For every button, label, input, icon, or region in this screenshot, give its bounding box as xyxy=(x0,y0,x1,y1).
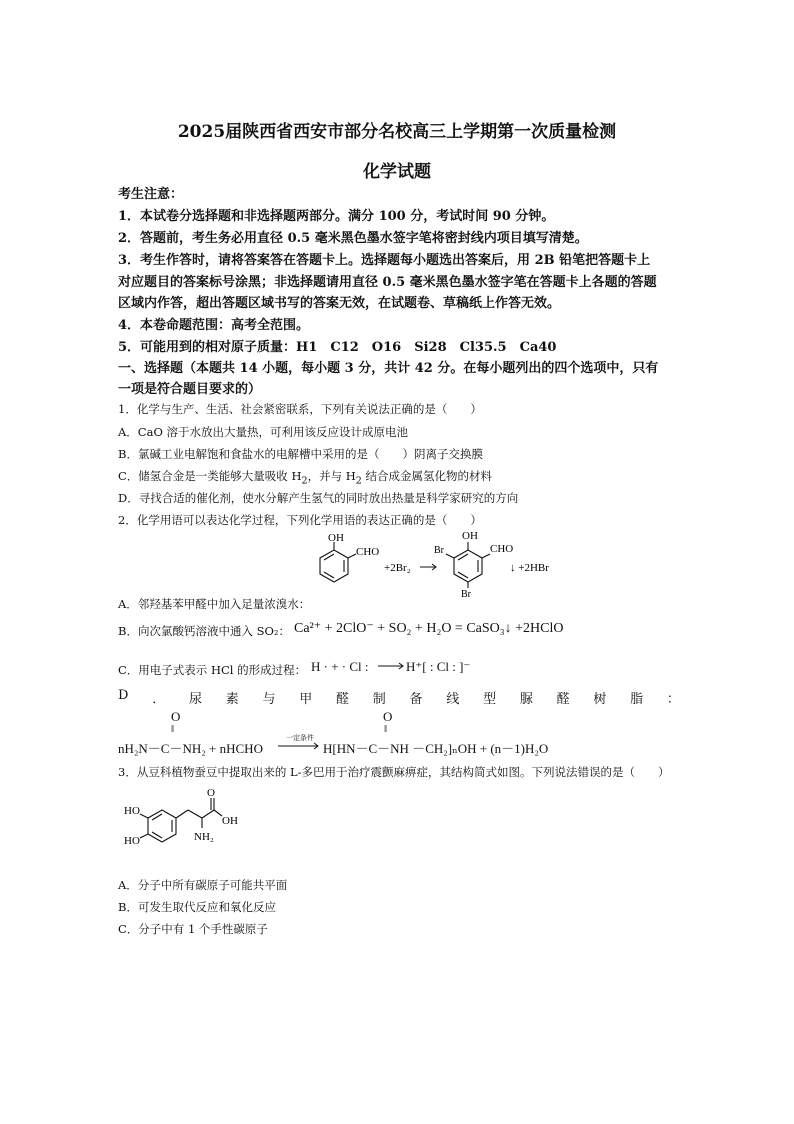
section-heading-line-1: 一、选择题（本题共 14 小题，每小题 3 分，共计 42 分。在每小题列出的四个选项中，只有 xyxy=(118,361,659,376)
q2-option-c-arrow xyxy=(378,660,406,672)
product-oh-label: OH xyxy=(462,530,478,542)
exam-subtitle: 化学试题 xyxy=(363,162,431,182)
q2-d-char: 脂 xyxy=(630,692,644,707)
q2-d-char: 醛 xyxy=(336,692,350,707)
q1-option-c-sub2: 2 xyxy=(355,475,362,487)
reagent-label: +2Br₂ xyxy=(384,562,411,574)
q1-option-c-mid: ，并与 H xyxy=(307,469,356,483)
q2-d-char: 甲 xyxy=(299,692,313,707)
ldopa-nh2-label: NH₂ xyxy=(194,831,214,843)
q2-d-double-bond-right: ‖ xyxy=(384,723,388,735)
notice-item-3-cont-2: 区域内作答，超出答题区域书写的答案无效，在试题卷、草稿纸上作答无效。 xyxy=(118,296,561,311)
q2-d-char: 制 xyxy=(372,692,386,707)
q2-reaction-scheme xyxy=(310,528,560,598)
q1-option-d: D．寻找合适的催化剂，使水分解产生氢气的同时放出热量是科学家研究的方向 xyxy=(118,491,519,505)
notice-heading: 考生注意： xyxy=(118,187,184,202)
q2-option-a: A．邻羟基苯甲醛中加入足量浓溴水： xyxy=(118,597,311,611)
q1-stem: 1．化学与生产、生活、社会紧密联系，下列有关说法正确的是（ ） xyxy=(118,402,482,416)
exam-title: 2025届陕西省西安市部分名校高三上学期第一次质量检测 xyxy=(177,122,617,142)
product-br-bottom-label: Br xyxy=(461,589,471,598)
ldopa-carbonyl-o-label: O xyxy=(207,787,215,799)
q3-option-a: A．分子中所有碳原子可能共平面 xyxy=(118,878,288,892)
q2-stem: 2．化学用语可以表达化学过程，下列化学用语的表达正确的是（ ） xyxy=(118,513,482,527)
q2-option-b-text: B．向次氯酸钙溶液中通入 SO₂： xyxy=(118,624,291,638)
q2-d-carbonyl-o-left: O xyxy=(171,709,181,724)
notice-item-2: 2．答题前，考生务必用直径 0.5 毫米黑色墨水签字笔将密封线内项目填写清楚。 xyxy=(118,231,588,246)
reaction-arrow xyxy=(420,564,436,570)
ldopa-ho-top-label: HO xyxy=(124,805,140,817)
q3-option-b: B．可发生取代反应和氧化反应 xyxy=(118,900,276,914)
q2-d-char: 尿 xyxy=(188,692,202,707)
reactant-oh-label: OH xyxy=(328,532,344,544)
q2-d-char: 型 xyxy=(483,692,497,707)
q2-d-char: 素 xyxy=(225,692,239,707)
q2-d-char: ． xyxy=(152,692,166,707)
q2-d-char: 备 xyxy=(409,692,423,707)
q1-option-a: A．CaO 溶于水放出大量热，可利用该反应设计成原电池 xyxy=(118,425,409,439)
q1-option-b: B．氯碱工业电解饱和食盐水的电解槽中采用的是（ ）阴离子交换膜 xyxy=(118,447,483,461)
notice-item-3-cont-1: 对应题目的答案标号涂黑；非选择题请用直径 0.5 毫米黑色墨水签字笔在答题卡上各题的答题 xyxy=(118,275,657,290)
product-benzene-ring xyxy=(446,542,490,588)
notice-item-1: 1．本试卷分选择题和非选择题两部分。满分 100 分，考试时间 90 分钟。 xyxy=(118,209,555,224)
q2-d-carbonyl-o-right: O xyxy=(383,709,393,724)
q2-d-char: ： xyxy=(666,692,680,707)
notice-item-4: 4．本卷命题范围：高考全范围。 xyxy=(118,318,310,333)
q1-option-c xyxy=(118,468,492,486)
q2-option-d-text xyxy=(118,688,680,707)
q2-option-c-text: C．用电子式表示 HCl 的形成过程： xyxy=(118,663,307,677)
q1-option-c-post: 结合成金属氢化物的材料 xyxy=(361,469,493,483)
q2-option-c-right: H⁺[ : Cl : ]⁻ xyxy=(406,659,471,674)
q3-ldopa-structure xyxy=(118,786,258,866)
q1-option-c-sub: 2 xyxy=(301,475,308,487)
reactant-cho-label: CHO xyxy=(356,546,380,558)
q3-option-c: C．分子中有 1 个手性碳原子 xyxy=(118,922,268,936)
ldopa-ho-bottom-label: HO xyxy=(124,835,140,847)
notice-item-3: 3．考生作答时，请将答案答在答题卡上。选择题每小题选出答案后，用 2B 铅笔把答题卡上 xyxy=(118,253,651,268)
reactant-benzene-ring xyxy=(320,542,356,582)
product-cho-label: CHO xyxy=(490,543,514,555)
q2-d-arrow xyxy=(278,741,322,751)
q2-d-double-bond-left: ‖ xyxy=(171,723,175,735)
q2-d-char: 醛 xyxy=(556,692,570,707)
q2-d-char: 线 xyxy=(446,692,460,707)
section-heading-line-2: 一项是符合题目要求的） xyxy=(118,382,262,397)
q3-stem: 3．从豆科植物蚕豆中提取出来的 L-多巴用于治疗震颤麻痹症，其结构简式如图。下列说法错误的是（ ） xyxy=(118,765,670,779)
q2-option-b-equation: Ca²⁺ + 2ClO⁻ + SO₂ + H₂O = CaSO₃↓ +2HClO xyxy=(294,621,564,636)
q2-d-right: H[HN－C－NH －CH₂]ₙOH + (n－1)H₂O xyxy=(323,741,549,756)
q2-d-char: D xyxy=(118,688,129,703)
notice-item-5: 5．可能用到的相对原子质量：H1 C12 O16 Si28 Cl35.5 Ca40 xyxy=(118,340,557,355)
q2-option-c-left: H · + · Cl : xyxy=(311,659,369,674)
q1-option-c-pre: C．储氢合金是一类能够大量吸收 H xyxy=(118,469,302,483)
q2-d-char: 脲 xyxy=(519,692,533,707)
q2-d-char: 树 xyxy=(593,692,607,707)
q2-d-condition: 一定条件 xyxy=(286,734,314,742)
q2-d-left: nH₂N－C－NH₂ + nHCHO xyxy=(118,741,263,756)
product-tail-label: ↓ +2HBr xyxy=(510,562,549,574)
product-br-left-label: Br xyxy=(434,545,444,556)
q2-d-char: 与 xyxy=(262,692,276,707)
ldopa-oh-label: OH xyxy=(222,815,238,827)
